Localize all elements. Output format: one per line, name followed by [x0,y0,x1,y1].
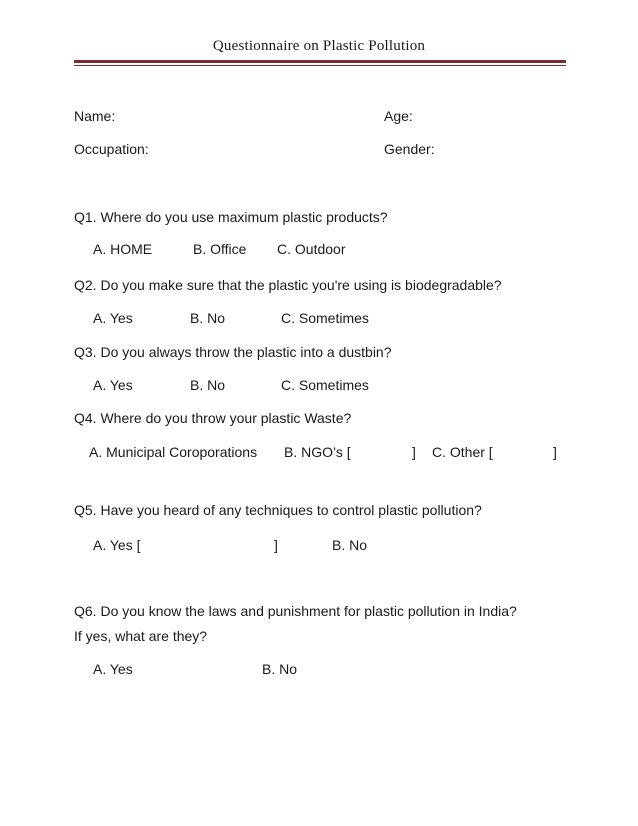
document-title: Questionnaire on Plastic Pollution [212,38,426,54]
header-rule-thick [74,60,566,63]
q5-option-a: A. Yes [ [93,537,141,553]
q4-option-c-close: ] [553,444,557,460]
q6-option-a: A. Yes [93,661,133,677]
q3-option-c: C. Sometimes [281,377,369,393]
q4-text: Q4. Where do you throw your plastic Waste? [74,410,352,426]
q5-option-a-close: ] [274,537,278,553]
q1-option-b: B. Office [193,241,247,257]
q6-text-line1: Q6. Do you know the laws and punishment for plastic pollution in India? [74,603,517,619]
q1-option-a: A. HOME [93,241,153,257]
q6-option-b: B. No [262,661,298,677]
occupation-label: Occupation: [74,141,149,157]
q3-text: Q3. Do you always throw the plastic into a dustbin? [74,344,392,360]
q4-option-c: C. Other [ [432,444,493,460]
header-rule-thin [74,65,566,66]
q2-option-b: B. No [190,310,226,326]
q1-text: Q1. Where do you use maximum plastic products? [74,209,388,225]
q4-option-b: B. NGO’s [ [284,444,351,460]
q5-option-b: B. No [332,537,368,553]
q3-option-b: B. No [190,377,226,393]
q6-text-line2: If yes, what are they? [74,628,208,644]
q5-text: Q5. Have you heard of any techniques to control plastic pollution? [74,502,482,518]
q2-option-a: A. Yes [93,310,133,326]
q4-option-b-close: ] [412,444,416,460]
gender-label: Gender: [384,141,435,157]
q4-option-a: A. Municipal Coroporations [89,444,258,460]
q2-option-c: C. Sometimes [281,310,369,326]
q3-option-a: A. Yes [93,377,133,393]
q1-option-c: C. Outdoor [277,241,346,257]
q2-text: Q2. Do you make sure that the plastic you're using is biodegradable? [74,277,502,293]
name-label: Name: [74,108,116,124]
age-label: Age: [384,108,413,124]
